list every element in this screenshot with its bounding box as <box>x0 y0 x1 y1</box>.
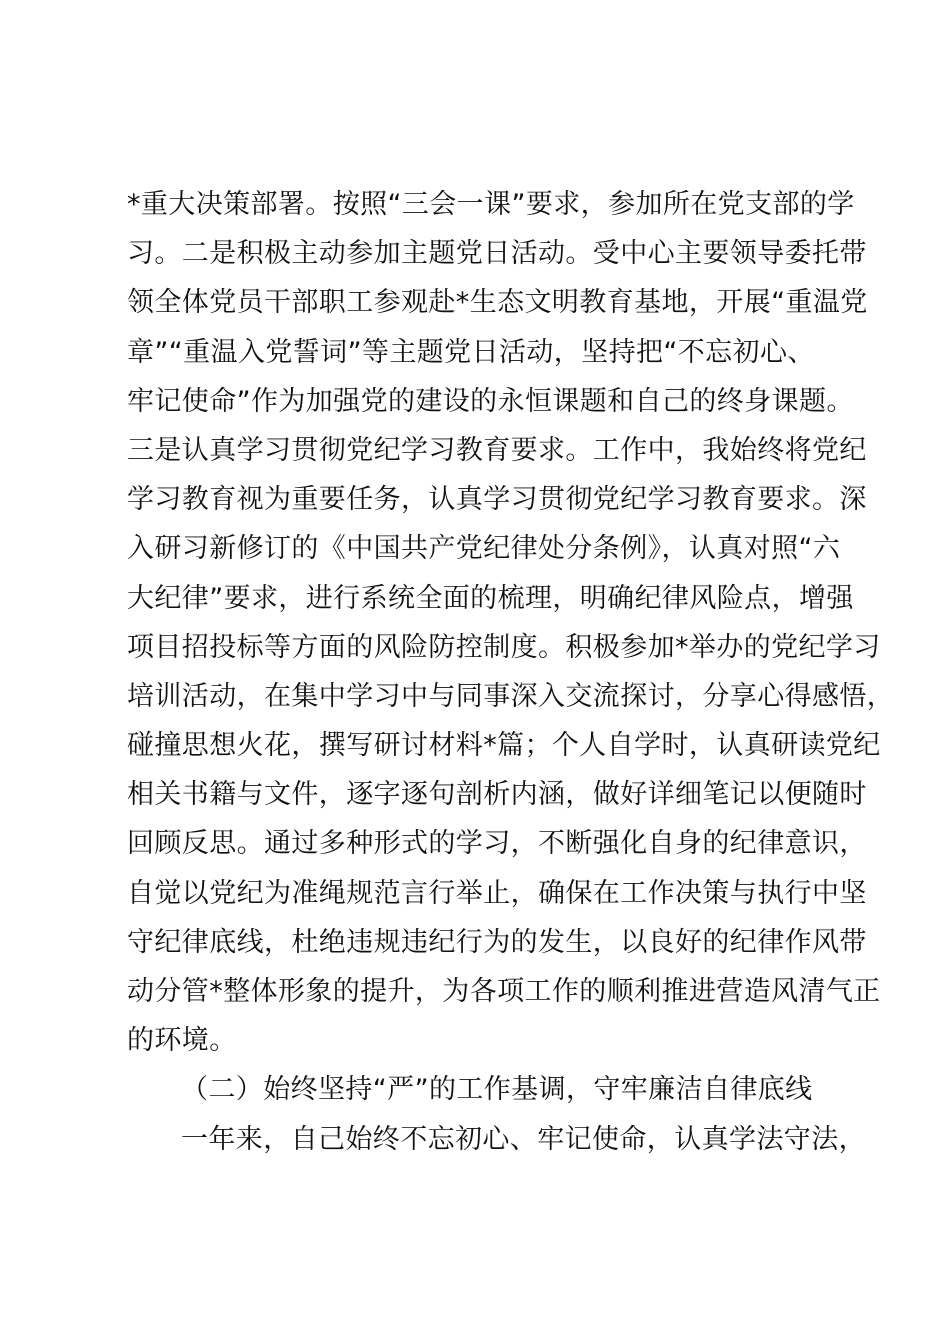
text-line: 章”“重温入党誓词”等主题党日活动，坚持把“不忘初心、 <box>127 336 815 368</box>
text-line: 三是认真学习贯彻党纪学习教育要求。工作中，我始终将党纪 <box>127 434 867 466</box>
text-line: 动分管*整体形象的提升，为各项工作的顺利推进营造风清气正 <box>127 976 881 1007</box>
text-line: 大纪律”要求，进行系统全面的梳理，明确纪律风险点，增强 <box>127 582 854 614</box>
text-line: 项目招投标等方面的风险防控制度。积极参加*举办的党纪学习 <box>127 631 881 663</box>
text-line: 自觉以党纪为准绳规范言行举止，确保在工作决策与执行中坚 <box>127 877 867 909</box>
text-line: 碰撞思想火花，撰写研讨材料*篇；个人自学时，认真研读党纪 <box>127 730 881 762</box>
text-line: 领全体党员干部职工参观赴*生态文明教育基地，开展“重温党 <box>127 287 868 319</box>
section-heading: （二）始终坚持“严”的工作基调，守牢廉洁自律底线 <box>181 1074 813 1106</box>
text-line: 牢记使命”作为加强党的建设的永恒课题和自己的终身课题。 <box>127 385 854 417</box>
paragraph-first-line: 一年来，自己始终不忘初心、牢记使命，认真学法守法， <box>181 1123 866 1155</box>
text-line: 学习教育视为重要任务，认真学习贯彻党纪学习教育要求。深 <box>127 484 867 516</box>
body-text <box>127 180 895 1164</box>
text-line: 习。二是积极主动参加主题党日活动。受中心主要领导委托带 <box>127 238 867 270</box>
text-line: 守纪律底线，杜绝违规违纪行为的发生，以良好的纪律作风带 <box>127 926 867 958</box>
text-line: 培训活动，在集中学习中与同事深入交流探讨，分享心得感悟， <box>127 680 895 712</box>
text-line: *重大决策部署。按照“三会一课”要求，参加所在党支部的学 <box>127 189 855 220</box>
text-line: 回顾反思。通过多种形式的学习，不断强化自身的纪律意识， <box>127 828 867 860</box>
text-line: 相关书籍与文件，逐字逐句剖析内涵，做好详细笔记以便随时 <box>127 779 867 811</box>
text-line: 的环境。 <box>127 1025 237 1057</box>
text-line: 入研习新修订的《中国共产党纪律处分条例》，认真对照“六 <box>127 533 841 565</box>
